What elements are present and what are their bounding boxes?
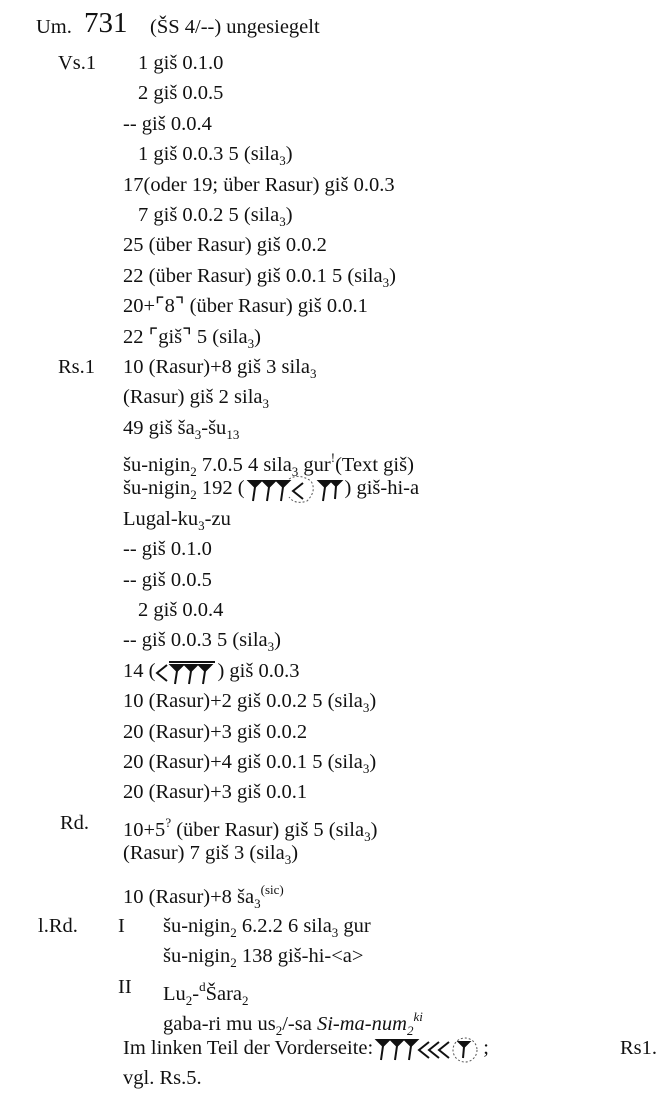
line-text: 1 giš 0.1.0: [138, 52, 224, 74]
rs-line-2: [0, 382, 666, 412]
line-text: 10 (Rasur)+8 $ša_3^{(sic)}$: [123, 881, 284, 911]
rs-line-3: [0, 413, 666, 443]
header-info: (ŠS 4/--) ungesiegelt: [150, 16, 320, 38]
lrd-line-1: [0, 911, 666, 941]
rs-line-8: [0, 565, 666, 595]
vs-line-5: [0, 170, 666, 200]
rd-label: Rd.: [60, 811, 90, 834]
rs-line-7: [0, 534, 666, 564]
line-text: -- giš 0.0.3 5 (sila$_3$): [123, 629, 281, 655]
lrd-note-line: [0, 1033, 666, 1063]
cuneiform-sign-icon: [155, 657, 217, 687]
vs-line-2: [0, 78, 666, 108]
rs-line-10: [0, 625, 666, 655]
tablet-transliteration: [0, 7, 666, 1093]
line-text: 10 (Rasur)+8 giš 3 sila$_3$: [123, 355, 317, 381]
rs-line-6: [0, 504, 666, 534]
section-numeral-ii: II: [118, 975, 132, 998]
rs-line-12: [0, 686, 666, 716]
line-text: 25 (über Rasur) giš 0.0.2: [123, 234, 327, 257]
vs-line-9: [0, 291, 666, 321]
lrd-line-2: [0, 941, 666, 971]
line-text: -- giš 0.1.0: [123, 538, 212, 561]
rs-line-13: [0, 717, 666, 747]
header-line: [0, 7, 666, 48]
line-text: -- giš 0.0.4: [123, 112, 212, 135]
rd-line-1: [0, 808, 666, 844]
lrd-line-4: [0, 1002, 666, 1039]
vs-line-8: [0, 261, 666, 291]
line-text: 49 giš $ša_3-šu_{13}$: [123, 416, 240, 442]
line-text: (Rasur) giš 2 sila$_3$: [123, 386, 269, 412]
line-text: Lugal-$ku_3-zu$: [123, 507, 231, 533]
vs-label: Vs.1: [58, 52, 97, 74]
line-text: šu-nigin$_2$ 6.2.2 6 sila$_3$ gur: [163, 914, 371, 940]
lrd-vgl-line: [0, 1063, 666, 1093]
line-text: 20 (Rasur)+3 giš 0.0.2: [123, 720, 308, 743]
vs-line-4: [0, 139, 666, 169]
line-text: šu-nigin$_2$ 7.0.5 4 sila$_3$ gur!(Text giš): [123, 450, 414, 480]
line-text: 10 (Rasur)+2 giš 0.0.2 5 (sila$_3$): [123, 690, 377, 716]
rd-line-3: [0, 875, 666, 911]
lrd-line-3: [0, 972, 666, 1008]
rs-line-1: [0, 352, 666, 382]
line-text: 2 giš 0.0.5: [138, 82, 224, 105]
line-text-start: šu-nigin$_2$ 192 (: [123, 477, 245, 503]
lrd-label: l.Rd.: [38, 914, 78, 937]
note-label: Im linken Teil der Vorderseite:: [123, 1036, 374, 1059]
line-text: 7 giš 0.0.2 5 (sila$_3$): [138, 203, 293, 229]
cuneiform-sign-icon: [245, 475, 345, 505]
line-text: vgl. Rs.5.: [123, 1066, 202, 1089]
line-text: 1 giš 0.0.3 5 (sila$_3$): [138, 143, 293, 169]
note-end: ;: [483, 1036, 489, 1059]
rs-label: Rs.1: [58, 355, 96, 378]
cuneiform-sign-icon: [373, 1034, 483, 1064]
line-text: 17(oder 19; über Rasur) giš 0.0.3: [123, 173, 395, 196]
line-text: 20+⌜8⌝ (über Rasur) giš 0.0.1: [123, 295, 368, 318]
line-text: 22 ⌜giš⌝ 5 (sila$_3$): [123, 325, 261, 351]
vs-line-7: [0, 230, 666, 260]
line-text: [123, 656, 299, 687]
rd-line-2: [0, 838, 666, 868]
rs-line-5: [0, 473, 666, 503]
line-text: šu-nigin$_2$ 138 giš-hi-<a>: [163, 945, 364, 971]
line-text-start: 14 (: [123, 659, 156, 682]
line-text: 20 (Rasur)+3 giš 0.0.1: [123, 781, 308, 804]
line-text: 10+5? (über Rasur) giš 5 (sila$_3$): [123, 814, 378, 844]
vs-line-6: [0, 200, 666, 230]
note-reference: Rs1.: [620, 1036, 658, 1059]
line-text: 22 (über Rasur) giš 0.0.1 5 (sila$_3$): [123, 264, 396, 290]
text-number: 731: [84, 7, 128, 39]
rs-line-14: [0, 747, 666, 777]
line-text-start: gaba-ri mu $us_2/-sa$: [163, 1013, 312, 1039]
rs-line-15: [0, 777, 666, 807]
rs-line-9: [0, 595, 666, 625]
place-name: Si-ma-num$_2^{ki}$: [316, 1009, 423, 1039]
line-text-end: ) giš-hi-a: [344, 477, 420, 500]
text-prefix: Um.: [36, 16, 72, 38]
note-text: [123, 1033, 489, 1064]
line-text: 20 (Rasur)+4 giš 0.0.1 5 (sila$_3$): [123, 750, 377, 776]
line-text: 2 giš 0.0.4: [138, 599, 224, 622]
line-text-end: ) giš 0.0.3: [217, 659, 300, 682]
line-text: (Rasur) 7 giš 3 (sila$_3$): [123, 842, 299, 868]
rs-line-11: [0, 656, 666, 686]
section-numeral-i: I: [118, 914, 125, 937]
line-text: $Lu_2-^dŠara_2$: [163, 978, 249, 1008]
rs-line-4: [0, 443, 666, 480]
vs-line-10: [0, 322, 666, 352]
vs-line-1: [0, 48, 666, 78]
vs-line-3: [0, 109, 666, 139]
line-text: -- giš 0.0.5: [123, 568, 212, 591]
